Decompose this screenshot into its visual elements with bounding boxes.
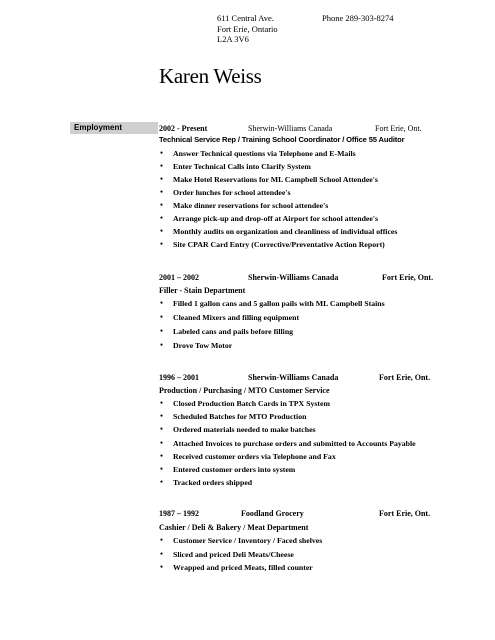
job-company: Foodland Grocery [241, 509, 304, 518]
job-entry-2 [159, 272, 434, 353]
job-header [159, 272, 434, 283]
address-line-3: L2A 3V6 [217, 34, 249, 44]
job-location: Fort Erie, Ont. [382, 273, 434, 282]
job-entry-3 [159, 372, 434, 489]
duty-item: ● Answer Technical questions via Telephone and E-Mails [159, 147, 434, 160]
job-header [159, 372, 434, 383]
duty-item: ● Ordered materials needed to make batches [159, 423, 434, 436]
duty-list [159, 297, 434, 353]
duty-list [159, 397, 434, 489]
job-entry-1 [159, 123, 434, 251]
job-company: Sherwin-Williams Canada [248, 124, 333, 133]
duty-item: ● Sliced and priced Deli Meats/Cheese [159, 548, 434, 562]
duty-item: ● Order lunches for school attendee's [159, 186, 434, 199]
duty-item: ● Scheduled Batches for MTO Production [159, 410, 434, 423]
job-company: Sherwin-Williams Canada [248, 373, 339, 382]
job-dates: 1987 – 1992 [159, 509, 199, 518]
job-title: Filler - Stain Department [159, 286, 246, 295]
duty-item: ● Arrange pick-up and drop-off at Airport for school attendee's [159, 212, 434, 225]
duty-list [159, 147, 434, 251]
duty-item: ● Entered customer orders into system [159, 463, 434, 476]
job-location: Fort Erie, Ont. [379, 509, 431, 518]
duty-item: ● Site CPAR Card Entry (Corrective/Preventative Action Report) [159, 238, 434, 251]
duty-item: ● Enter Technical Calls into Clarify System [159, 160, 434, 173]
duty-item: ● Labeled cans and pails before filling [159, 325, 434, 339]
job-dates: 1996 – 2001 [159, 373, 199, 382]
duty-item: ● Tracked orders shipped [159, 476, 434, 489]
address-line-1: 611 Central Ave. [217, 13, 274, 23]
job-dates: 2001 – 2002 [159, 273, 199, 282]
job-location: Fort Erie, Ont. [379, 373, 431, 382]
duty-item: ● Filled 1 gallon cans and 5 gallon pails with ML Campbell Stains [159, 297, 434, 311]
job-title: Production / Purchasing / MTO Customer Service [159, 386, 330, 395]
job-title: Technical Service Rep / Training School Coordinator / Office 55 Auditor [159, 135, 405, 144]
duty-item: ● Closed Production Batch Cards in TPX System [159, 397, 434, 410]
section-label-employment: Employment [70, 122, 158, 134]
duty-item: ● Customer Service / Inventory / Faced shelves [159, 534, 434, 548]
phone-number: Phone 289-303-8274 [322, 13, 394, 23]
job-title: Cashier / Deli & Bakery / Meat Department [159, 523, 309, 532]
job-header [159, 123, 434, 134]
duty-item: ● Cleaned Mixers and filling equipment [159, 311, 434, 325]
job-entry-4 [159, 508, 434, 575]
address-line-2: Fort Erie, Ontario [217, 23, 278, 34]
resume-name: Karen Weiss [159, 64, 262, 88]
duty-list [159, 534, 434, 575]
job-dates: 2002 - Present [159, 124, 208, 133]
duty-item: ● Drove Tow Motor [159, 339, 434, 353]
duty-item: ● Make dinner reservations for school attendee's [159, 199, 434, 212]
duty-item: ● Attached Invoices to purchase orders and submitted to Accounts Payable [159, 437, 434, 450]
duty-item: ● Make Hotel Reservations for ML Campbell School Attendee's [159, 173, 434, 186]
job-location: Fort Erie, Ont. [375, 124, 422, 133]
duty-item: ● Wrapped and priced Meats, filled counter [159, 561, 434, 575]
duty-item: ● Monthly audits on organization and cleanliness of individual offices [159, 225, 434, 238]
duty-item: ● Received customer orders via Telephone and Fax [159, 450, 434, 463]
address-block [217, 13, 278, 45]
job-header [159, 508, 434, 519]
job-company: Sherwin-Williams Canada [248, 273, 339, 282]
